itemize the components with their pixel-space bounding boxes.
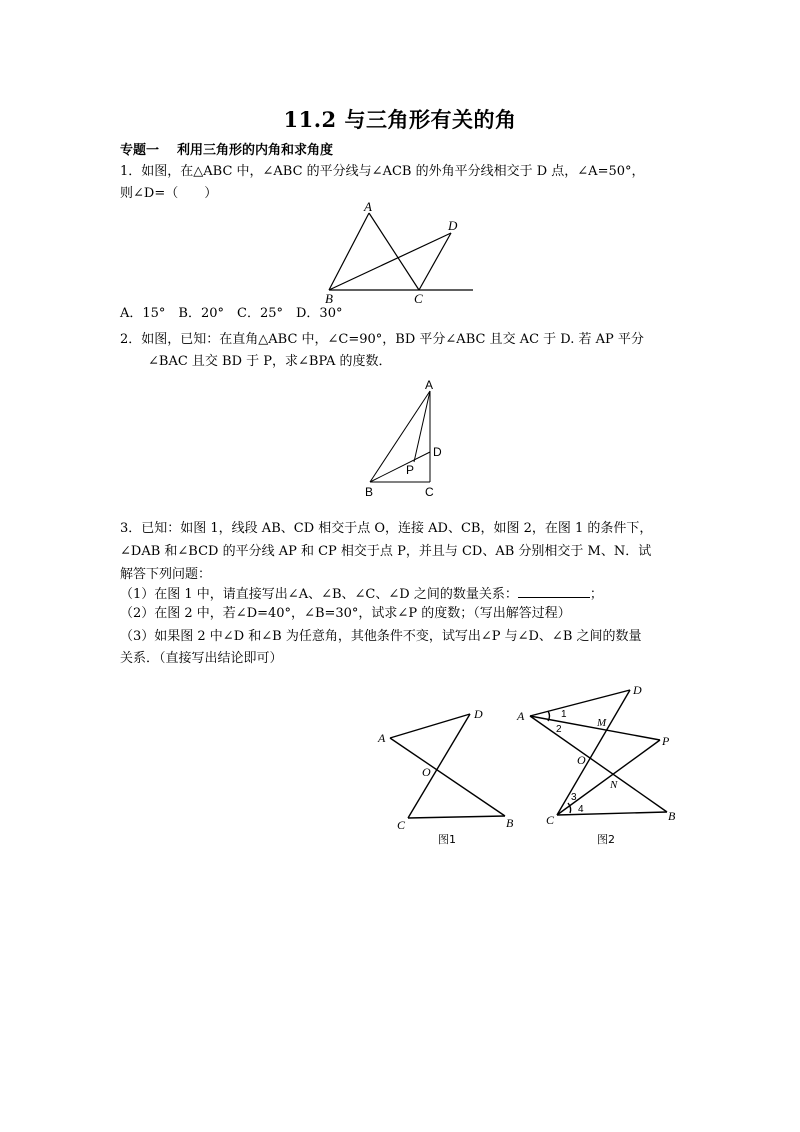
q2-label-p: P [406,463,415,477]
fig2-caption: 图2 [597,833,615,846]
q1-label-b: B [325,291,333,306]
fig2-label-m: M [597,717,607,729]
q3-part1-text: （1）在图 1 中，请直接写出∠A、∠B、∠C、∠D 之间的数量关系： [120,587,518,602]
fig2-line-cp [557,740,660,815]
q3-part1-end: ； [589,587,603,602]
fig2-angle-4: 4 [578,804,584,815]
fig2-label-a: A [517,709,525,723]
fig2-angle-1: 1 [561,709,567,720]
fig1-label-o: O [422,765,431,779]
fig2-line-ad [530,690,630,716]
fig2-angle-3: 3 [571,792,577,803]
q3-text-line3: 解答下列问题： [120,567,212,582]
q2-label-a: A [425,378,434,392]
fig2-label-n: N [610,779,618,791]
fig1-label-b: B [506,816,514,830]
q2-text-line2: ∠BAC 且交 BD 于 P，求∠BPA 的度数． [148,354,392,369]
q1-label-d: D [448,218,458,233]
q2-label-c: C [425,485,434,499]
q3-part2: （2）在图 2 中，若∠D=40°，∠B=30°，试求∠P 的度数；（写出解答过程） [120,606,571,621]
fig2-label-p: P [662,734,670,748]
fig2-line-dc [557,690,630,815]
fig2-angle-2: 2 [556,724,562,735]
q3-text-line1: 3．已知：如图 1，线段 AB、CD 相交于点 O，连接 AD、CB，如图 2，在图 1 的条件下， [120,521,653,536]
q3-part3-line1: （3）如果图 2 中∠D 和∠B 为任意角，其他条件不变，试写出∠P 与∠D、∠B 之间的数量 [120,629,642,644]
fig2-label-d: D [633,683,642,697]
q3-part3-line2: 关系．（直接写出结论即可） [120,651,283,666]
q2-label-d: D [433,445,442,459]
fig2-line-ap [530,716,660,740]
page-title: 11.2 与三角形有关的角 [283,107,517,132]
section-name: 利用三角形的内角和求角度 [177,143,334,158]
fig2-label-o: O [577,753,586,767]
q1-text-line1: 1．如图，在△ABC 中，∠ABC 的平分线与∠ACB 的外角平分线相交于 D 点，∠A=50°， [120,164,645,179]
fig2-label-c: C [546,813,555,827]
q1-choices: A．15° B．20° C．25° D．30° [120,306,343,321]
q2-label-b: B [365,485,374,499]
fig1-label-d: D [474,707,483,721]
section-number: 专题一 [120,143,160,158]
fig2-angle-arc-a [548,711,550,721]
q3-text-line2: ∠DAB 和∠BCD 的平分线 AP 和 CP 相交于点 P，并且与 CD、AB 分别相交于 M、N．试 [120,544,652,559]
q1-label-a: A [364,199,372,214]
q1-label-c: C [414,291,423,306]
q1-text-line2: 则∠D=（ ） [120,186,218,201]
fig1-label-c: C [397,818,406,832]
q2-text-line1: 2．如图，已知：在直角△ABC 中，∠C=90°，BD 平分∠ABC 且交 AC 于 D. 若 AP 平分 [120,332,644,347]
fig2-line-ab [530,716,667,812]
fig1-label-a: A [378,731,386,745]
fig1-caption: 图1 [438,833,456,846]
fig2-label-b: B [668,809,676,823]
fig2-line-cb [557,812,667,815]
